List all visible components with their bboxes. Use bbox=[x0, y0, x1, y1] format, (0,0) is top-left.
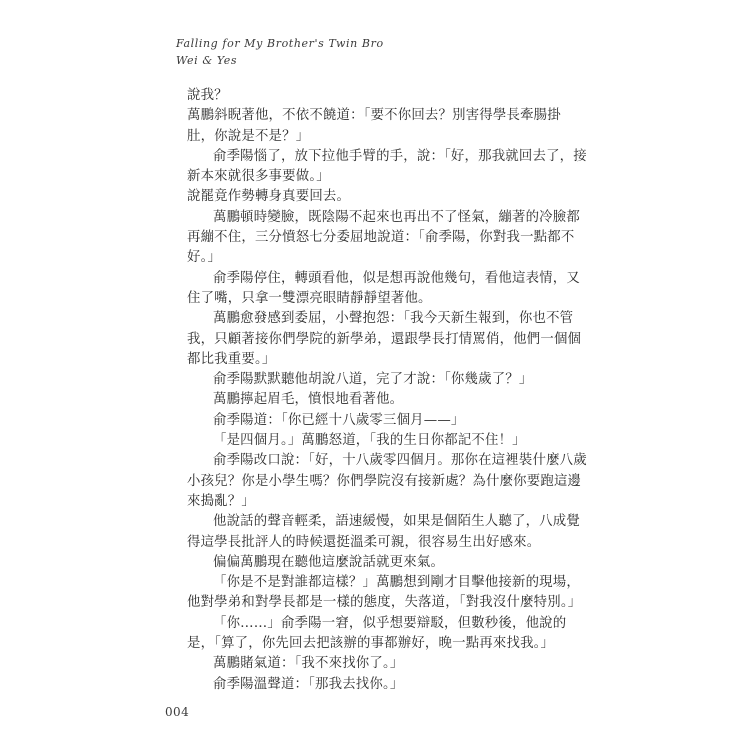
book-title: Falling for My Brother's Twin Bro bbox=[176, 37, 384, 50]
paragraph: 俞季陽停住，轉頭看他，似是想再說他幾句，看他這表情，又住了嘴，只拿一雙漂亮眼睛靜靜望著他。 bbox=[187, 270, 580, 306]
paragraph: 「你是不是對誰都這樣？」萬鵬想到剛才目擊他接新的現場，他對學弟和對學長都是一樣的態度，失落道，「對我沒什麼特別。」 bbox=[187, 575, 582, 611]
paragraph: 俞季陽道：「你已經十八歲零三個月——」 bbox=[213, 412, 465, 428]
paragraph: 「是四個月。」萬鵬怒道，「我的生日你都記不住！」 bbox=[213, 433, 526, 449]
paragraph: 他說話的聲音輕柔，語速緩慢，如果是個陌生人聽了，八成覺得這學長批評人的時候還挺溫柔可親，很容易生出好感來。 bbox=[187, 514, 580, 550]
paragraph: 「你……」俞季陽一窘，似乎想要辯駁，但數秒後，他說的是，「算了，你先回去把該辦的事都辦好，晚一點再來找我。」 bbox=[187, 615, 567, 652]
running-header bbox=[176, 36, 436, 69]
paragraph: 萬鵬擰起眉毛，憤恨地看著他。 bbox=[213, 392, 404, 408]
paragraph: 萬鵬愈發感到委屈，小聲抱怨：「我今天新生報到，你也不管我，只顧著接你們學院的新學弟，還跟學長打情罵俏，他們一個個都比我重要。」 bbox=[187, 311, 582, 367]
page-number: 004 bbox=[165, 705, 190, 719]
paragraph: 萬鵬頓時變臉，既陰陽不起來也再出不了怪氣，繃著的冷臉都再繃不住，三分憤怒七分委屈地說道：「俞季陽，你對我一點都不好。」 bbox=[187, 209, 580, 266]
paragraph: 偏偏萬鵬現在聽他這麼說話就更來氣。 bbox=[213, 554, 445, 570]
paragraph: 萬鵬斜睨著他，不依不饒道：「要不你回去？別害得學長牽腸掛肚，你說是不是？」 bbox=[187, 108, 561, 144]
paragraph: 俞季陽溫聲道：「那我去找你。」 bbox=[213, 676, 404, 692]
paragraph: 俞季陽默默聽他胡說八道，完了才說：「你幾歲了？」 bbox=[213, 372, 533, 388]
paragraph: 俞季陽改口說：「好，十八歲零四個月。那你在這裡裝什麼八歲小孩兒？你是小學生嗎？你們學院沒有接新處？為什麼你要跑這邊來搗亂？」 bbox=[187, 453, 587, 509]
paragraph: 說罷竟作勢轉身真要回去。 bbox=[187, 189, 351, 205]
page-body bbox=[187, 86, 587, 695]
paragraph: 俞季陽惱了，放下拉他手臂的手，說：「好，那我就回去了，接新本來就很多事要做。」 bbox=[187, 148, 587, 185]
paragraph: 萬鵬賭氣道：「我不來找你了。」 bbox=[213, 656, 404, 672]
paragraph: 說我？ bbox=[187, 88, 228, 103]
author-name: Wei & Yes bbox=[176, 54, 238, 67]
